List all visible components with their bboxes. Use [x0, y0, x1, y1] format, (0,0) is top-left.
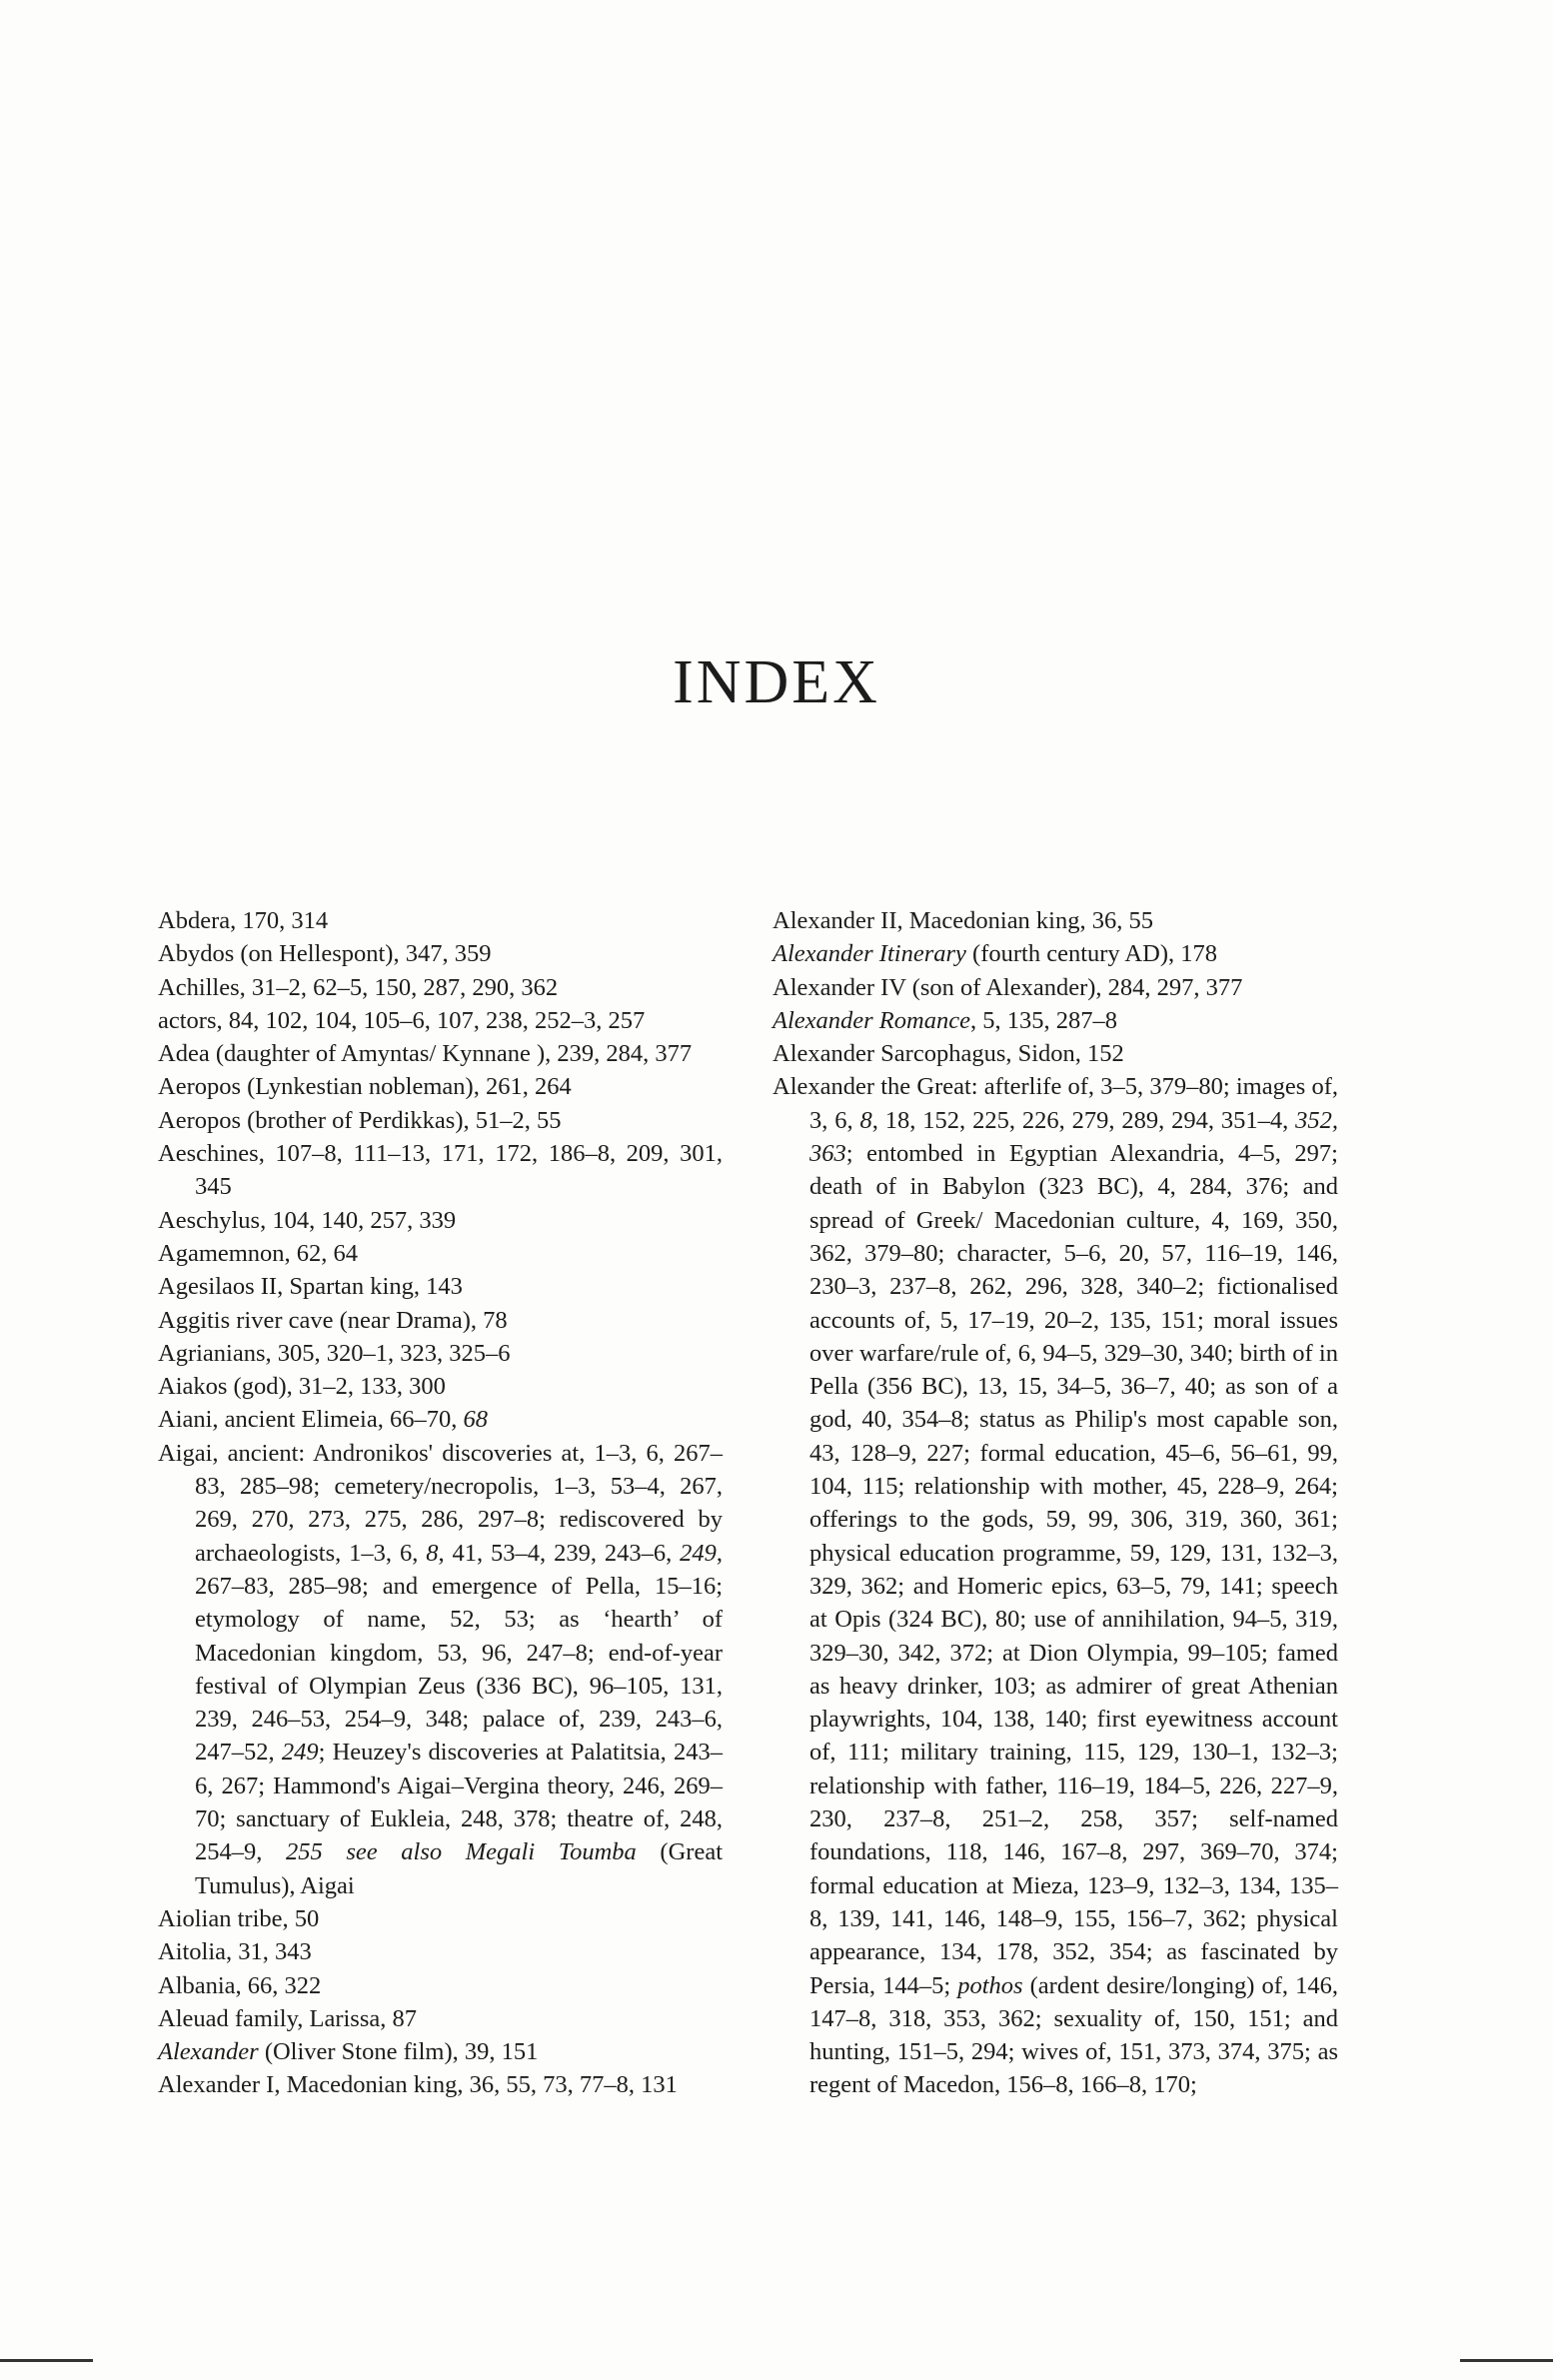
entry-text: , 41, 53–4, 239, 243–6, — [438, 1539, 681, 1567]
entry-text: Aigai, ancient: Andronikos' discoveries at, 1–3, 6, 267–83, 285–98; cemetery/necropolis, 1–3, 53–4, 267, 269, 270, 273, 275, 286, 297–8; rediscovered by archaeologists, 1–3, 6, — [158, 1439, 723, 1567]
entry-text: Abydos (on Hellespont), 347, 359 — [158, 940, 492, 968]
page-title: INDEX — [673, 648, 880, 716]
entry-text: Aeschylus, 104, 140, 257, 339 — [158, 1206, 457, 1234]
index-entry — [158, 1070, 723, 1103]
index-entry — [158, 1403, 723, 1436]
entry-text: ; Heuzey's discoveries at Palatitsia, 243–6, 267; Hammond's Aigai–Vergina theory, 246, 269–70; sanctuary of Eukleia, 248, 378; theatre of, 248, 254–9, — [195, 1739, 723, 1866]
entry-text: Alexander II, Macedonian king, 36, 55 — [773, 907, 1153, 934]
entry-italic-text: 68 — [463, 1406, 488, 1434]
index-entry — [158, 2035, 723, 2068]
entry-text: Alexander IV (son of Alexander), 284, 297, 377 — [773, 973, 1243, 1001]
index-column-left — [158, 904, 723, 2102]
index-entry — [158, 1304, 723, 1337]
index-entry — [158, 2068, 723, 2101]
index-entry — [158, 937, 723, 970]
entry-text: Albania, 66, 322 — [158, 1971, 322, 1999]
entry-text: Abdera, 170, 314 — [158, 907, 329, 934]
index-entry — [158, 1270, 723, 1303]
entry-italic-text: Alexander — [158, 2038, 259, 2066]
index-entry — [158, 1204, 723, 1237]
index-entry — [158, 1370, 723, 1403]
entry-text: Agesilaos II, Spartan king, 143 — [158, 1273, 463, 1301]
index-entry — [158, 1437, 723, 1902]
entry-italic-text: 8 — [859, 1106, 872, 1134]
entry-text: Aeropos (Lynkestian nobleman), 261, 264 — [158, 1073, 572, 1101]
index-entry — [773, 1070, 1338, 2101]
entry-text: Alexander I, Macedonian king, 36, 55, 73, 77–8, 131 — [158, 2071, 678, 2099]
index-entry — [158, 1104, 723, 1137]
entry-text: , 5, 135, 287–8 — [969, 1006, 1117, 1034]
index-entry — [158, 971, 723, 1004]
entry-text: Agrianians, 305, 320–1, 323, 325–6 — [158, 1339, 511, 1367]
entry-text: Aiani, ancient Elimeia, 66–70, — [158, 1406, 464, 1434]
index-column-right — [773, 904, 1338, 2102]
index-entry — [158, 904, 723, 937]
index-entry — [158, 1935, 723, 1968]
entry-italic-text: Alexander Itinerary — [773, 940, 966, 968]
entry-italic-text: pothos — [957, 1971, 1023, 1999]
index-entry — [158, 2002, 723, 2035]
entry-text: Aitolia, 31, 343 — [158, 1938, 312, 1966]
entry-text: , 18, 152, 225, 226, 279, 289, 294, 351–4, — [871, 1106, 1296, 1134]
entry-text: Achilles, 31–2, 62–5, 150, 287, 290, 362 — [158, 973, 559, 1001]
entry-text: ; entombed in Egyptian Alexandria, 4–5, 297; death of in Babylon (323 BC), 4, 284, 376; and spread of Greek/ Macedonian culture, 4, 169, 350, 362, 379–80; character, 5–6, 20, 57, 116–19, 146, 230–3, 237–8, 262, 296, 328, 340–2; fictionalised accounts of, 5, 17–19, 20–2, 135, 151; moral issues over warfare/rule of, 6, 94–5, 329–30, 340; birth of in Pella (356 BC), 13, 15, 34–5, 36–7, 40; as son of a god, 40, 354–8; status as Philip's most capable son, 43, 128–9, 227; formal education, 45–6, 56–61, 99, 104, 115; relationship with mother, 45, 228–9, 264; offerings to the gods, 59, 99, 306, 319, 360, 361; physical education programme, 59, 129, 131, 132–3, 329, 362; and Homeric epics, 63–5, 79, 141; speech at Opis (324 BC), 80; use of annihilation, 94–5, 319, 329–30, 342, 372; at Dion Olympia, 99–105; famed as heavy drinker, 103; as admirer of great Athenian playwrights, 104, 138, 140; first eyewitness account of, 111; military training, 115, 129, 130–1, 132–3; relationship with father, 116–19, 184–5, 226, 227–9, 230, 237–8, 251–2, 258, 357; self-named foundations, 118, 146, 167–8, 297, 369–70, 374; formal education at Mieza, 123–9, 132–3, 134, 135–8, 139, 141, 146, 148–9, 155, 156–7, 362; physical appearance, 134, 178, 352, 354; as fascinated by Persia, 144–5; — [809, 1140, 1338, 1999]
scan-edge-bottom — [0, 2359, 1553, 2362]
index-entry — [158, 1969, 723, 2002]
entry-text: Agamemnon, 62, 64 — [158, 1239, 359, 1267]
entry-italic-text: 255 see also Megali Toumba — [286, 1838, 637, 1866]
index-entry — [773, 971, 1338, 1004]
entry-italic-text: 249 — [680, 1539, 717, 1567]
index-entry — [158, 1137, 723, 1204]
index-entry — [773, 1004, 1338, 1037]
entry-italic-text: 352, 363 — [809, 1106, 1339, 1168]
index-entry — [158, 1902, 723, 1935]
entry-text: Aiolian tribe, 50 — [158, 1904, 320, 1932]
entry-text: actors, 84, 102, 104, 105–6, 107, 238, 252–3, 257 — [158, 1006, 646, 1034]
entry-text: Aggitis river cave (near Drama), 78 — [158, 1306, 508, 1334]
entry-text: (Great Tumulus), Aigai — [195, 1838, 723, 1899]
entry-text: Aeropos (brother of Perdikkas), 51–2, 55 — [158, 1106, 562, 1134]
entry-text: Alexander the Great: afterlife of, 3–5, 379–80; images of, 3, 6, — [773, 1073, 1338, 1134]
entry-text: Aeschines, 107–8, 111–13, 171, 172, 186–8, 209, 301, 345 — [158, 1140, 723, 1201]
entry-text: , 267–83, 285–98; and emergence of Pella, 15–16; etymology of name, 52, 53; as ‘hearth’ of Macedonian kingdom, 53, 96, 247–8; end-of-year festival of Olympian Zeus (336 BC), 96–105, 131, 239, 246–53, 254–9, 348; palace of, 239, 243–6, 247–52, — [195, 1539, 723, 1767]
index-entry — [773, 1037, 1338, 1070]
index-entry — [158, 1004, 723, 1037]
index-entry — [158, 1237, 723, 1270]
index-entry — [773, 937, 1338, 970]
entry-text: Aleuad family, Larissa, 87 — [158, 2004, 417, 2032]
entry-text: (fourth century AD), 178 — [965, 940, 1217, 968]
entry-text: (Oliver Stone film), 39, 151 — [258, 2038, 539, 2066]
index-entry — [158, 1037, 723, 1070]
entry-text: (ardent desire/longing) of, 146, 147–8, 318, 353, 362; sexuality of, 150, 151; and hunting, 151–5, 294; wives of, 151, 373, 374, 375; as regent of Macedon, 156–8, 166–8, 170; — [809, 1971, 1338, 2099]
entry-text: Aiakos (god), 31–2, 133, 300 — [158, 1373, 446, 1401]
index-entry — [158, 1337, 723, 1370]
entry-italic-text: 249 — [281, 1739, 319, 1767]
entry-text: Alexander Sarcophagus, Sidon, 152 — [773, 1040, 1124, 1068]
entry-italic-text: 8 — [426, 1539, 439, 1567]
entry-text: Adea (daughter of Amyntas/ Kynnane ), 239, 284, 377 — [158, 1040, 693, 1068]
entry-italic-text: Alexander Romance — [773, 1006, 970, 1034]
index-entry — [773, 904, 1338, 937]
